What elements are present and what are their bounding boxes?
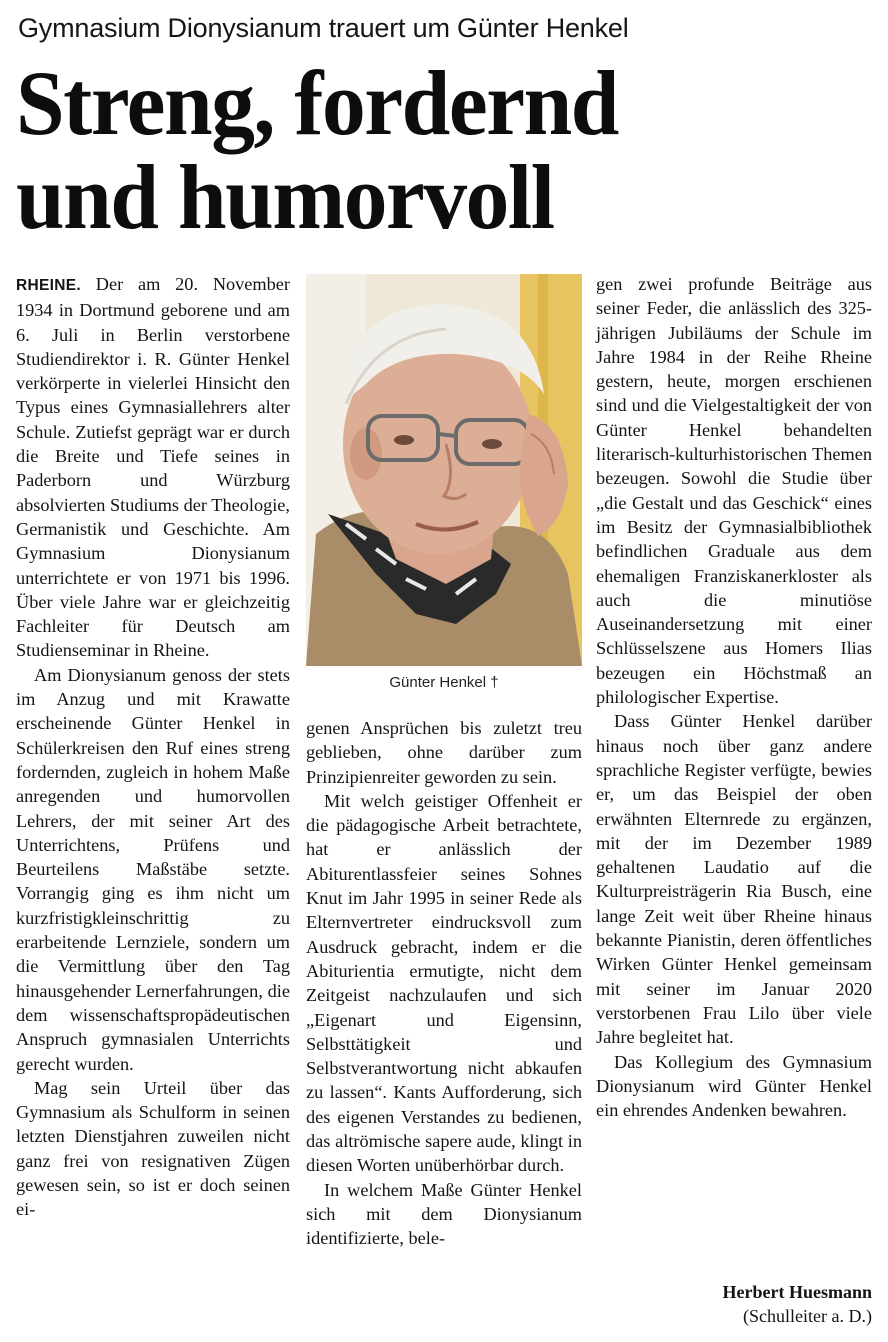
- article-paragraph: Mit welch geistiger Offenheit er die pädagogische Arbeit betrachtete, hat er anlässlich der Abiturentlassfeier seines Sohnes Knut im Jahr 1995 in seiner Rede als Elternvertreter eindrucksvoll zum Ausdruck gebracht, indem er die Abiturientia ermutigte, nicht dem Zeitgeist nachzulaufen und sich „Eigenart und Eigensinn, Selbsttätigkeit und Selbstverantwortung nicht abkaufen zu lassen“. Kants Aufforderung, sich des eigenen Verstandes zu bedienen, das altrömische sapere aude, klingt in diesen Worten unüberhörbar durch.: [306, 790, 582, 1176]
- author-name: Herbert Huesmann: [722, 1282, 872, 1302]
- dateline: RHEINE.: [16, 277, 81, 294]
- portrait-illustration: [306, 274, 582, 666]
- headline-line-2: und humorvoll: [16, 146, 554, 248]
- author-role: (Schulleiter a. D.): [743, 1306, 872, 1326]
- article-paragraph: Das Kollegium des Gymnasium Dionysianum wird Günter Henkel ein ehrendes Andenken bewahren.: [596, 1051, 872, 1121]
- article-paragraph: In welchem Maße Günter Henkel sich mit dem Dionysianum identifizierte, bele-: [306, 1179, 582, 1249]
- article-paragraph: Mag sein Urteil über das Gymnasium als Schulform in seinen letzten Dienstjahren zuweilen nicht ganz frei von resignativen Zügen gewesen sein, so ist er doch seinen ei-: [16, 1077, 290, 1220]
- article-paragraph: gen zwei profunde Beiträge aus seiner Feder, die anlässlich des 325-jährigen Jubiläums der Schule im Jahre 1984 in der Reihe Rheine gestern, heute, morgen erschienen sind und die Vielgestaltigkeit der von Günter Henkel behandelten literarisch-kulturhistorischen Themen bezeugen. Sowohl die Studie über „die Gestalt und das Geschick“ eines im Besitz der Gymnasialbibliothek befindlichen Graduale aus dem ehemaligen Franziskanerkloster als auch die minutiöse Auseinandersetzung mit einer Schlüsselszene aus Homers Ilias bezeugen ein Höchstmaß an philologischer Expertise.: [596, 274, 872, 708]
- headline: [16, 52, 833, 248]
- article-column-3: [596, 272, 872, 1122]
- article-paragraph: genen Ansprüchen bis zuletzt treu geblieben, ohne darüber zum Prinzipienreiter geworden zu sein.: [306, 718, 582, 787]
- article-paragraph: [16, 272, 290, 663]
- headline-line-1: Streng, fordernd: [16, 52, 618, 154]
- portrait-photo: [306, 274, 582, 666]
- article-paragraph: Am Dionysianum genoss der stets im Anzug und mit Krawatte erscheinende Günter Henkel in Schülerkreisen den Ruf eines streng fordernden, zugleich in hohem Maße anregenden und humorvollen Lehrers, der mit seiner Art des Unterrichtens, Prüfens und Beurteilens Maßstäbe setzte. Vorrangig ging es ihm nicht um kurzfristigkleinschrittig zu erarbeitende Lernziele, sondern um die Vermittlung über den Tag hinausgehender Lernerfahrungen, die dem wissenschaftspropädeutischen Anspruch gymnasialen Unterrichts gerecht wurden.: [16, 664, 290, 1074]
- article-paragraph: Dass Günter Henkel darüber hinaus noch über ganz andere sprachliche Register verfügte, bewies er, um das Beispiel der oben erwähnten Elternrede zu ergänzen, mit der im Dezember 1989 gehaltenen Laudatio auf die Kulturpreisträgerin Ria Busch, eine lange Zeit weit über Rheine hinaus bekannte Pianistin, deren öffentliches Wirken Günter Henkel gemeinsam mit seiner im Januar 2020 verstorbenen Frau Lilo über viele Jahre begleitet hat.: [596, 711, 872, 1048]
- article-column-1: [16, 272, 290, 1222]
- author-signature: [723, 1280, 872, 1328]
- paragraph-text: Der am 20. November 1934 in Dortmund geborene und am 6. Juli in Berlin verstorbene Studiendirektor i. R. Günter Henkel verkörperte in vielerlei Hinsicht den Typus eines Gymnasiallehrers alter Schule. Zutiefst geprägt war er durch die Breite und Tiefe seines in Paderborn und Würzburg absolvierten Studiums der Theologie, Germanistik und Geschichte. Am Gymnasium Dionysianum unterrichtete er von 1971 bis 1996. Über viele Jahre war er gleichzeitig Fachleiter für Deutsch am Studienseminar in Rheine.: [16, 274, 290, 661]
- article-column-2: [306, 716, 582, 1251]
- kicker-line: Gymnasium Dionysianum trauert um Günter Henkel: [18, 13, 629, 43]
- photo-caption: Günter Henkel †: [389, 674, 499, 691]
